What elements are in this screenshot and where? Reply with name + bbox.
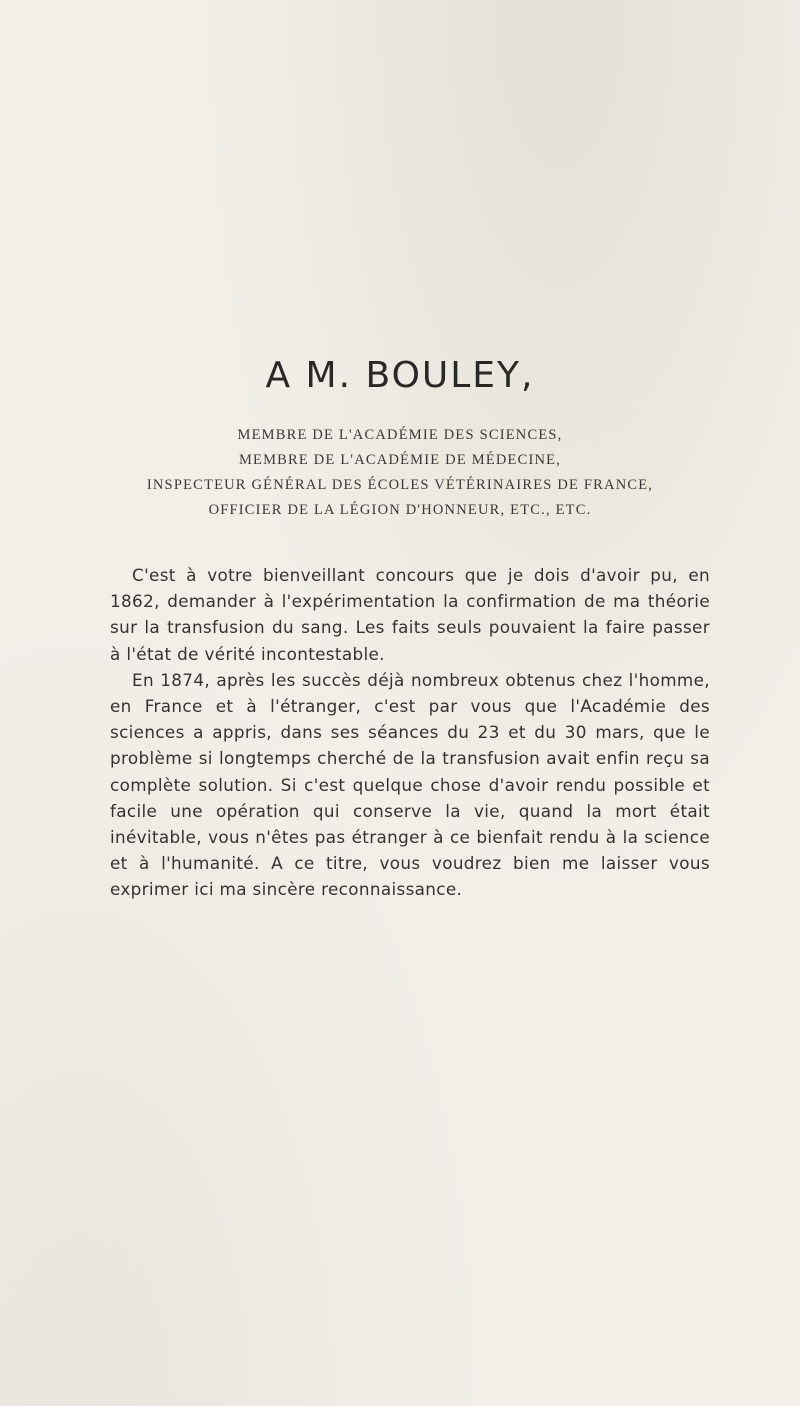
credential-line: OFFICIER DE LA LÉGION D'HONNEUR, ETC., ETC. <box>208 502 592 518</box>
credential-line: MEMBRE DE L'ACADÉMIE DE MÉDECINE, <box>238 452 562 468</box>
dedication-title: A M. BOULEY, <box>265 355 535 396</box>
credential-line: MEMBRE DE L'ACADÉMIE DES SCIENCES, <box>237 427 563 443</box>
credential-line: INSPECTEUR GÉNÉRAL DES ÉCOLES VÉTÉRINAIRES DE FRANCE, <box>146 477 654 493</box>
body-paragraph: C'est à votre bienveillant concours que je dois d'avoir pu, en 1862, demander à l'expérimentation la confirmation de ma théorie sur la transfusion du sang. Les faits seuls pouvaient la faire passer à l'état de vérité incontestable. <box>110 565 710 664</box>
credentials-block <box>0 423 800 523</box>
body-paragraph: En 1874, après les succès déjà nombreux obtenus chez l'homme, en France et à l'étranger, c'est par vous que l'Académie des sciences a appris, dans ses séances du 23 et du 30 mars, que le problème si longtemps cherché de la transfusion avait enfin reçu sa complète solution. Si c'est quelque chose d'avoir rendu possible et facile une opération qui conserve la vie, quand la mort était inévitable, vous n'êtes pas étranger à ce bienfait rendu à la science et à l'humanité. A ce titre, vous voudrez bien me laisser vous exprimer ici ma sincère reconnaissance. <box>110 669 710 900</box>
dedication-body <box>110 562 710 903</box>
